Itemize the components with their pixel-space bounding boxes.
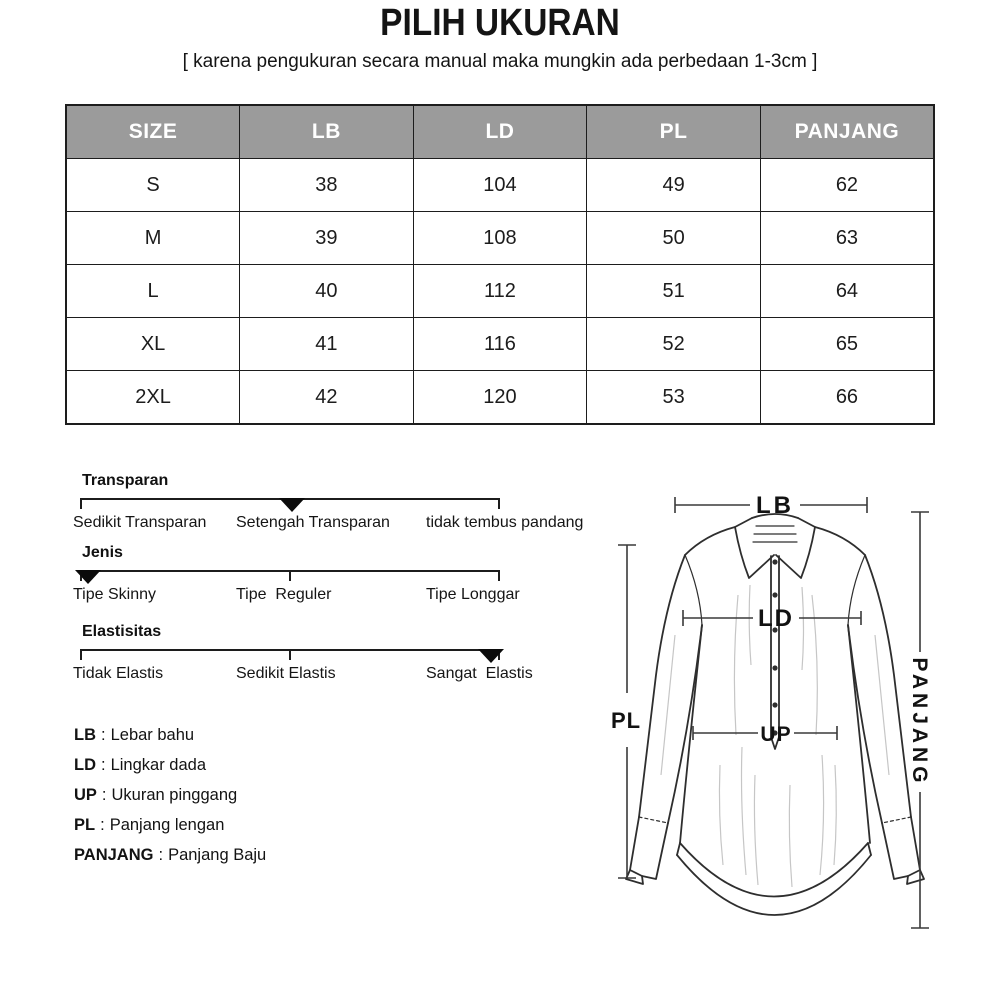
cell-ld: 104 — [413, 159, 587, 212]
shoulder-left — [685, 527, 735, 555]
scale-option: Setengah Transparan — [236, 514, 390, 531]
scale-option: Tipe Reguler — [236, 586, 332, 603]
column-header-lb: LB — [240, 105, 414, 159]
cell-pl: 52 — [587, 318, 761, 371]
scale-options — [72, 514, 584, 534]
legend-item — [74, 847, 266, 864]
scale-tick — [289, 650, 291, 660]
cuff-seams — [639, 817, 911, 823]
legend-term: LD — [74, 756, 96, 774]
scale-option: Tidak Elastis — [73, 665, 164, 682]
scale-title: Elastisitas — [82, 623, 162, 640]
cell-panjang: 65 — [760, 318, 934, 371]
cell-ld: 108 — [413, 212, 587, 265]
cell-size: M — [66, 212, 240, 265]
legend-separator: : — [100, 816, 105, 834]
diagram-label-panjang: PANJANG — [908, 657, 931, 787]
cuff-left — [630, 817, 668, 879]
scale-tick — [498, 499, 500, 509]
legend-item — [74, 727, 266, 744]
scale-tick — [80, 650, 82, 660]
column-header-panjang: PANJANG — [760, 105, 934, 159]
scale-option: Sedikit Elastis — [236, 665, 336, 682]
cell-size: S — [66, 159, 240, 212]
legend-item — [74, 787, 266, 804]
hem-lower — [677, 855, 871, 915]
collar-band-lines — [753, 526, 797, 542]
column-header-ld: LD — [413, 105, 587, 159]
legend-term: PL — [74, 816, 96, 834]
legend-description: Ukuran pinggang — [111, 786, 238, 804]
scale-tick — [498, 571, 500, 581]
cell-lb: 42 — [240, 371, 414, 425]
shirt-measurement-diagram — [590, 455, 1000, 1000]
scale-title: Transparan — [82, 472, 169, 489]
button-placket — [771, 556, 779, 749]
legend-separator: : — [101, 726, 106, 744]
scale-options — [72, 665, 533, 685]
legend-term: LB — [74, 726, 96, 744]
table-row — [66, 212, 934, 265]
diagram-label-lb: LB — [756, 492, 794, 519]
scale-track — [80, 649, 500, 663]
legend-description: Panjang Baju — [168, 846, 267, 864]
legend-term: UP — [74, 786, 97, 804]
diagram-label-ld: LD — [758, 605, 794, 632]
cell-size: XL — [66, 318, 240, 371]
body-left — [680, 625, 702, 843]
scale-option: Tipe Longgar — [426, 586, 520, 603]
size-table-header-row — [66, 105, 934, 159]
scale-option: tidak tembus pandang — [426, 514, 584, 531]
scale-options — [72, 586, 518, 606]
scale-title: Jenis — [82, 544, 123, 561]
cell-lb: 38 — [240, 159, 414, 212]
cell-pl: 51 — [587, 265, 761, 318]
table-row — [66, 265, 934, 318]
scale-tick — [289, 571, 291, 581]
scale-tick — [80, 499, 82, 509]
cell-lb: 40 — [240, 265, 414, 318]
scale-transparan — [72, 472, 584, 536]
selected-marker-icon — [279, 498, 305, 512]
size-table — [65, 104, 935, 425]
scale-option: Sedikit Transparan — [73, 514, 207, 531]
legend-item — [74, 757, 266, 774]
selected-marker-icon — [478, 649, 504, 663]
diagram-label-up: UP — [760, 723, 792, 746]
cell-lb: 39 — [240, 212, 414, 265]
legend-description: Lebar bahu — [110, 726, 195, 744]
cell-ld: 120 — [413, 371, 587, 425]
legend-term: PANJANG — [74, 846, 154, 864]
legend-description: Panjang lengan — [109, 816, 225, 834]
scale-track — [80, 498, 500, 512]
cell-panjang: 64 — [760, 265, 934, 318]
cell-panjang: 62 — [760, 159, 934, 212]
scale-option: Sangat Elastis — [426, 665, 533, 682]
shirt-outline — [626, 514, 924, 915]
scale-elastisitas — [72, 623, 533, 687]
selected-marker-icon — [75, 570, 101, 584]
scale-option: Tipe Skinny — [73, 586, 156, 603]
abbreviation-legend — [74, 727, 266, 877]
body-right — [848, 625, 870, 843]
column-header-size: SIZE — [66, 105, 240, 159]
cell-pl: 53 — [587, 371, 761, 425]
legend-separator: : — [158, 846, 164, 864]
legend-item — [74, 817, 266, 834]
cell-pl: 49 — [587, 159, 761, 212]
cell-size: 2XL — [66, 371, 240, 425]
table-row — [66, 159, 934, 212]
buttons — [772, 559, 777, 735]
scale-jenis — [72, 544, 518, 608]
page-subtitle: [ karena pengukuran secara manual maka mungkin ada perbedaan 1-3cm ] — [182, 51, 818, 72]
table-row — [66, 318, 934, 371]
table-row — [66, 371, 934, 425]
cell-panjang: 66 — [760, 371, 934, 425]
cell-ld: 116 — [413, 318, 587, 371]
cell-panjang: 63 — [760, 212, 934, 265]
cuff-right — [882, 817, 920, 879]
page-title: PILIH UKURAN — [380, 2, 620, 44]
legend-description: Lingkar dada — [110, 756, 207, 774]
scale-track — [80, 570, 500, 584]
cell-size: L — [66, 265, 240, 318]
shoulder-right — [815, 527, 865, 555]
cell-pl: 50 — [587, 212, 761, 265]
legend-separator: : — [101, 756, 106, 774]
diagram-label-pl: PL — [610, 708, 642, 733]
cell-ld: 112 — [413, 265, 587, 318]
column-header-pl: PL — [587, 105, 761, 159]
legend-separator: : — [101, 786, 107, 804]
cell-lb: 41 — [240, 318, 414, 371]
